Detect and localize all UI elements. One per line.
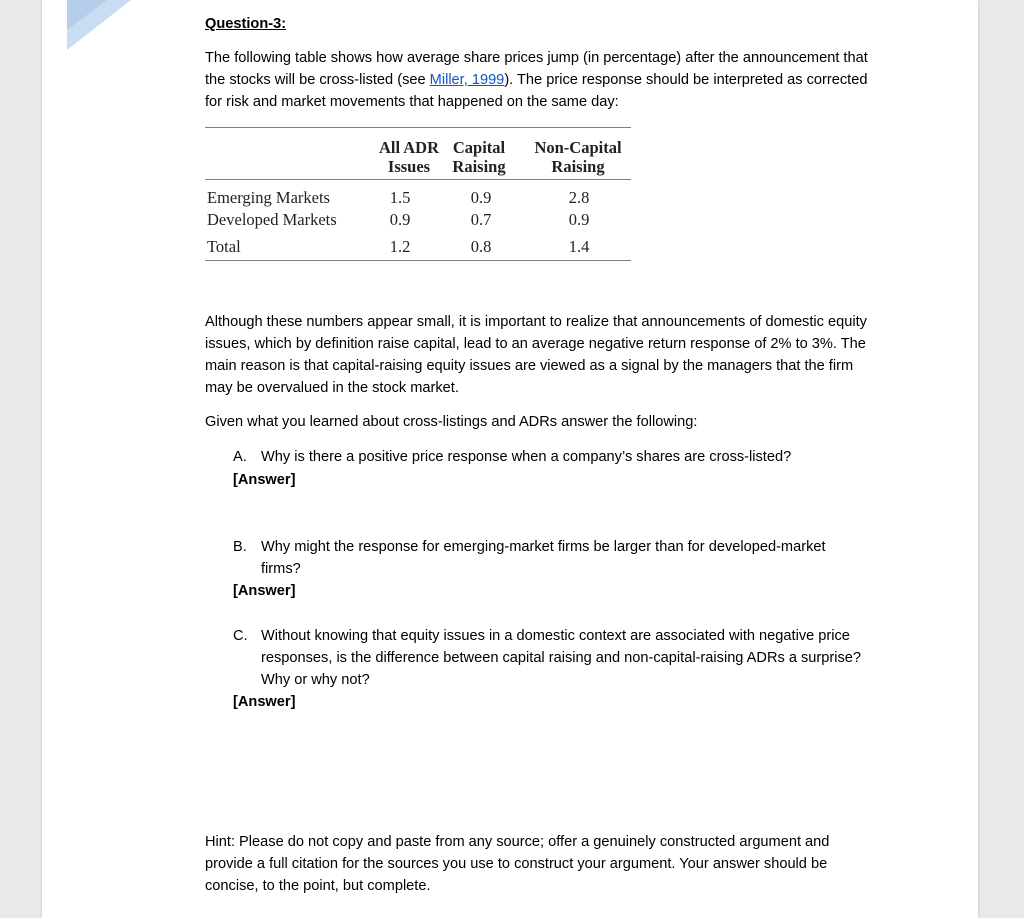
question-text: Without knowing that equity issues in a domestic context are associated with negative price responses, is the difference between capital raising and non-capital-raising ADRs a surprise? Why or why not? [261, 628, 862, 688]
table-cell: 0.9 [470, 188, 492, 207]
question-letter: B. [233, 539, 247, 555]
table-cell: 1.5 [389, 188, 411, 207]
hint-paragraph: Hint: Please do not copy and paste from any source; offer a genuinely constructed argument and provide a full citation for the sources you use to construct your argument. Your answer should be concise, to the point, but complete. [205, 834, 830, 894]
row-label: Emerging Markets [207, 188, 330, 207]
table-row [205, 237, 631, 256]
instruction-paragraph: Given what you learned about cross-listings and ADRs answer the following: [205, 414, 698, 430]
question-heading: Question-3: [205, 16, 287, 32]
answer-placeholder-b[interactable]: [Answer] [233, 583, 296, 599]
table-cell: 1.2 [389, 237, 411, 256]
context-paragraph: Although these numbers appear small, it is important to realize that announcements of domestic equity issues, which by definition raise capital, lead to an average negative return response of 2% to 3%. The main reason is that capital-raising equity issues are viewed as a signal by the managers that the firm may be overvalued in the stock market. [205, 314, 867, 396]
table-row [205, 188, 631, 207]
answer-placeholder-a[interactable]: [Answer] [233, 472, 296, 488]
miller-1999-link[interactable]: Miller, 1999 [429, 72, 505, 88]
table-cell: 0.9 [568, 210, 590, 229]
question-letter: A. [233, 449, 247, 465]
column-header-capital-raising: Capital Raising [452, 138, 506, 176]
row-label: Developed Markets [207, 210, 337, 229]
table-cell: 0.9 [389, 210, 411, 229]
table-row [205, 210, 631, 229]
question-a [233, 446, 869, 468]
row-label: Total [207, 237, 241, 256]
table-cell: 0.8 [470, 237, 492, 256]
question-letter: C. [233, 628, 248, 644]
question-text: Why is there a positive price response when a company’s shares are cross-listed? [261, 449, 792, 465]
table-cell: 0.7 [470, 210, 492, 229]
table-cell: 2.8 [568, 188, 590, 207]
question-c [233, 625, 869, 691]
question-text: Why might the response for emerging-market firms be larger than for developed-market firms? [261, 539, 826, 577]
column-header-non-capital-raising: Non-Capital Raising [534, 138, 622, 176]
table-header-rule [205, 179, 631, 180]
page-corner-fold [67, 0, 131, 50]
intro-paragraph: The following table shows how average share prices jump (in percentage) after the announcement that the stocks will be cross-listed (see Miller, 1999). The price response should be interpreted as corrected for risk and market movements that happened on the same day: [205, 50, 868, 110]
table-bottom-rule [205, 260, 631, 261]
price-response-table [205, 127, 631, 261]
table-cell: 1.4 [568, 237, 590, 256]
column-header-all-adr: All ADR Issues [378, 138, 440, 176]
question-b [233, 536, 869, 580]
table-top-rule [205, 127, 631, 128]
answer-placeholder-c[interactable]: [Answer] [233, 694, 296, 710]
